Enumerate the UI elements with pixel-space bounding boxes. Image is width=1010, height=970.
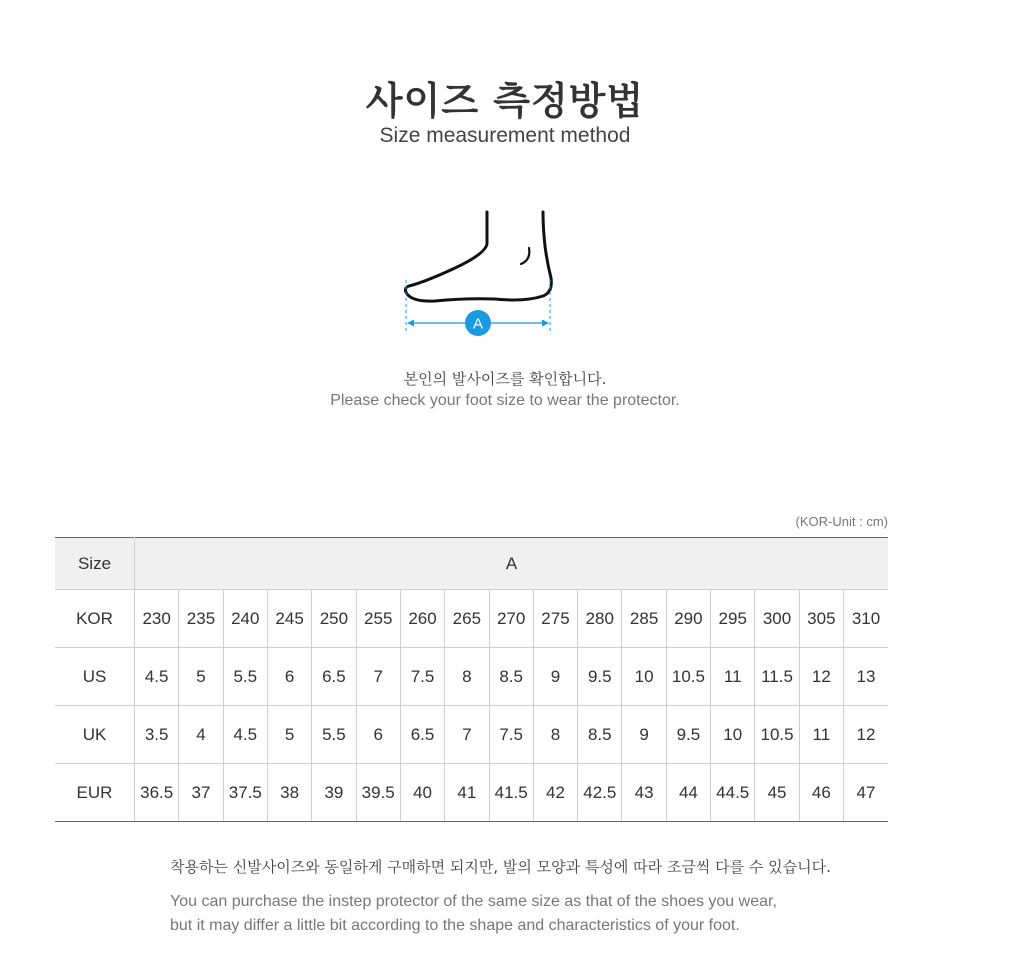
size-cell: 6.5 (312, 648, 356, 706)
footer-note-english-line2: but it may differ a little bit according to the shape and characteristics of your foot. (170, 917, 740, 934)
size-cell: 40 (400, 764, 444, 822)
size-cell: 10 (711, 706, 755, 764)
size-cell: 44.5 (711, 764, 755, 822)
size-cell: 10.5 (755, 706, 799, 764)
size-cell: 4.5 (223, 706, 267, 764)
size-cell: 41 (445, 764, 489, 822)
ankle-mark (521, 248, 529, 264)
size-cell: 44 (666, 764, 710, 822)
measure-marker-label: A (472, 315, 484, 333)
size-cell: 9.5 (578, 648, 622, 706)
size-cell: 7.5 (489, 706, 533, 764)
page-title: 사이즈 측정방법 (365, 79, 645, 123)
instruction-english: Please check your foot size to wear the protector. (330, 392, 680, 409)
size-cell: 13 (844, 648, 889, 706)
size-cell: 8.5 (578, 706, 622, 764)
size-cell: 8 (533, 706, 577, 764)
size-cell: 9 (533, 648, 577, 706)
row-label: US (55, 648, 135, 706)
size-cell: 5 (267, 706, 311, 764)
size-cell: 42.5 (578, 764, 622, 822)
size-cell: 11 (799, 706, 843, 764)
size-chart-table (55, 537, 888, 822)
size-cell: 37.5 (223, 764, 267, 822)
size-cell: 245 (267, 590, 311, 648)
size-cell: 45 (755, 764, 799, 822)
size-cell: 6 (267, 648, 311, 706)
size-cell: 6 (356, 706, 400, 764)
size-cell: 230 (135, 590, 179, 648)
table-row (55, 706, 888, 764)
size-cell: 7.5 (400, 648, 444, 706)
footer-note-korean: 착용하는 신발사이즈와 동일하게 구매하면 되지만, 발의 모양과 특성에 따라 조금씩 다를 수 있습니다. (170, 858, 831, 876)
size-cell: 6.5 (400, 706, 444, 764)
size-cell: 300 (755, 590, 799, 648)
size-cell: 4.5 (135, 648, 179, 706)
size-cell: 9.5 (666, 706, 710, 764)
size-cell: 12 (799, 648, 843, 706)
size-cell: 235 (179, 590, 223, 648)
size-cell: 260 (400, 590, 444, 648)
size-cell: 10 (622, 648, 666, 706)
size-cell: 39 (312, 764, 356, 822)
size-cell: 5 (179, 648, 223, 706)
row-label: KOR (55, 590, 135, 648)
size-cell: 310 (844, 590, 889, 648)
table-row (55, 648, 888, 706)
size-cell: 41.5 (489, 764, 533, 822)
size-cell: 11.5 (755, 648, 799, 706)
header-size-label: Size (55, 538, 135, 590)
size-cell: 265 (445, 590, 489, 648)
size-cell: 5.5 (312, 706, 356, 764)
footer-note-english-line1: You can purchase the instep protector of the same size as that of the shoes you wear, (170, 893, 777, 910)
row-label: UK (55, 706, 135, 764)
size-cell: 10.5 (666, 648, 710, 706)
size-cell: 240 (223, 590, 267, 648)
table-header-row (55, 538, 888, 590)
footer-note-english (170, 890, 870, 938)
size-cell: 37 (179, 764, 223, 822)
size-cell: 275 (533, 590, 577, 648)
size-cell: 11 (711, 648, 755, 706)
table-row (55, 764, 888, 822)
size-cell: 7 (445, 706, 489, 764)
arrow-right (542, 320, 549, 327)
page-subtitle: Size measurement method (379, 124, 631, 147)
size-cell: 42 (533, 764, 577, 822)
size-cell: 38 (267, 764, 311, 822)
size-cell: 250 (312, 590, 356, 648)
size-cell: 46 (799, 764, 843, 822)
arrow-left (407, 320, 414, 327)
size-cell: 255 (356, 590, 400, 648)
size-cell: 39.5 (356, 764, 400, 822)
size-cell: 36.5 (135, 764, 179, 822)
size-cell: 47 (844, 764, 889, 822)
size-cell: 295 (711, 590, 755, 648)
table-row (55, 590, 888, 648)
size-cell: 12 (844, 706, 889, 764)
size-cell: 285 (622, 590, 666, 648)
unit-note: (KOR-Unit : cm) (795, 514, 888, 529)
row-label: EUR (55, 764, 135, 822)
size-cell: 43 (622, 764, 666, 822)
size-cell: 5.5 (223, 648, 267, 706)
size-cell: 305 (799, 590, 843, 648)
size-cell: 3.5 (135, 706, 179, 764)
foot-measurement-diagram (395, 206, 565, 336)
size-cell: 280 (578, 590, 622, 648)
instruction-korean: 본인의 발사이즈를 확인합니다. (403, 370, 607, 388)
size-cell: 4 (179, 706, 223, 764)
header-a-label: A (135, 538, 889, 590)
size-cell: 8 (445, 648, 489, 706)
size-cell: 270 (489, 590, 533, 648)
size-cell: 9 (622, 706, 666, 764)
size-cell: 8.5 (489, 648, 533, 706)
size-cell: 7 (356, 648, 400, 706)
size-cell: 290 (666, 590, 710, 648)
